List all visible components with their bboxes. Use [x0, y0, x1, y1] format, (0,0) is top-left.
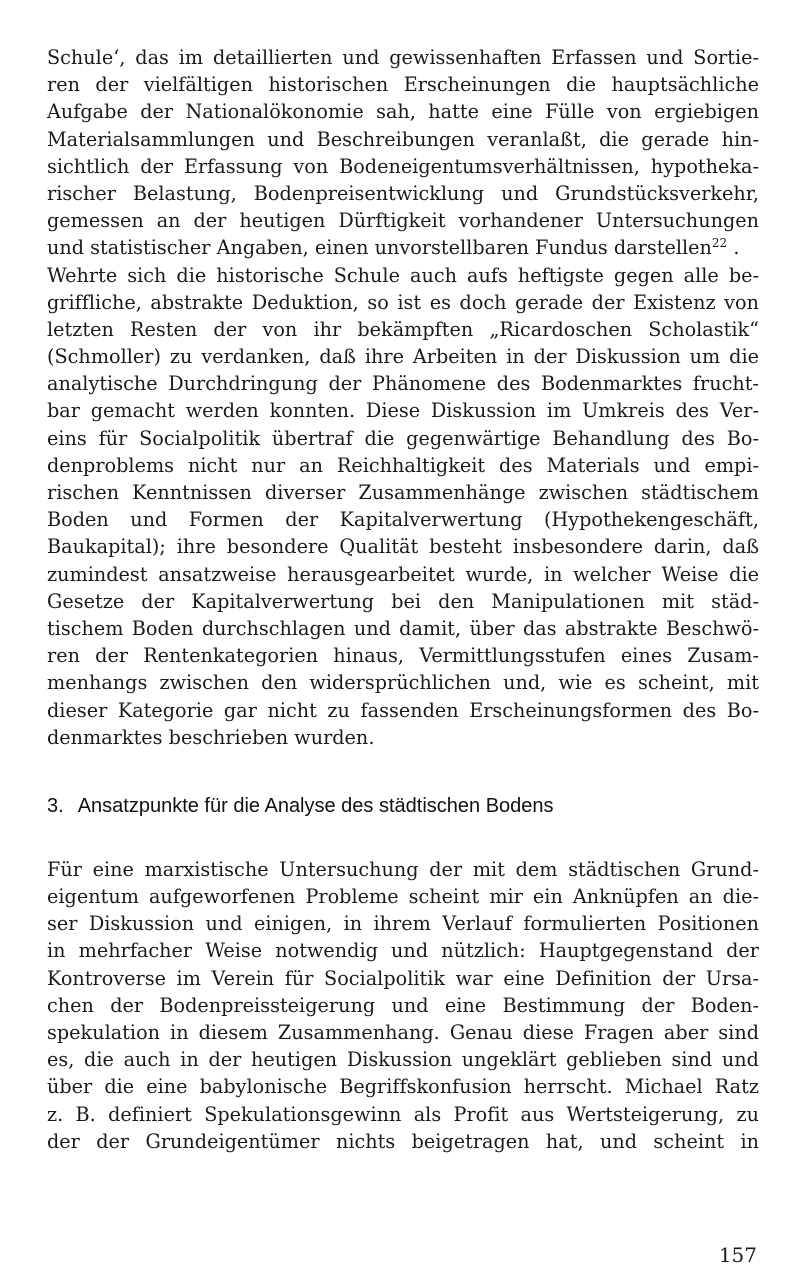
- text-line: Aufgabe der Nationalökonomie sah, hatte eine Fülle von ergiebigen: [47, 100, 759, 124]
- text-line: chen der Bodenpreissteigerung und eine Bestimmung der Boden-: [47, 993, 759, 1017]
- text-line: griffliche, abstrakte Deduktion, so ist es doch gerade der Existenz von: [47, 290, 759, 314]
- text-line: über die eine babylonische Begriffskonfusion herrscht. Michael Ratz: [47, 1075, 759, 1099]
- text-line: Baukapital); ihre besondere Qualität besteht insbesondere darin, daß: [47, 535, 759, 559]
- text-fragment: .: [727, 236, 740, 260]
- text-line: Für eine marxistische Untersuchung der mit dem städtischen Grund-: [47, 857, 759, 881]
- text-line: ser Diskussion und einigen, in ihrem Verlauf formulierten Positionen: [47, 912, 759, 936]
- text-line: rischen Kenntnissen diverser Zusammenhänge zwischen städtischem: [47, 481, 759, 504]
- text-line: Kontroverse im Verein für Socialpolitik war eine Definition der Ursa-: [47, 966, 759, 990]
- text-line: tischem Boden durchschlagen und damit, über das abstrakte Beschwö-: [47, 616, 759, 640]
- paragraph-1: [47, 44, 759, 751]
- text-line: Gesetze der Kapitalverwertung bei den Manipulationen mit städ-: [47, 589, 759, 613]
- text-line-with-footnote: [47, 234, 759, 261]
- text-line: bar gemacht werden konnten. Diese Diskussion im Umkreis des Ver-: [47, 399, 759, 423]
- text-line: analytische Durchdringung der Phänomene des Bodenmarktes frucht-: [47, 372, 759, 396]
- text-line: letzten Resten der von ihr bekämpften „Ricardoschen Scholastik“: [47, 317, 759, 341]
- section-title: Ansatzpunkte für die Analyse des städtischen Bodens: [77, 794, 554, 817]
- page-body: [47, 44, 759, 1155]
- text-line: Boden und Formen der Kapitalverwertung (Hypothekengeschäft,: [47, 508, 759, 532]
- text-line: z. B. definiert Spekulationsgewinn als Profit aus Wertsteigerung, zu: [47, 1102, 759, 1126]
- text-line: Materialsammlungen und Beschreibungen veranlaßt, die gerade hin-: [47, 127, 759, 151]
- paragraph-2: [47, 856, 759, 1155]
- footnote-reference: 22: [711, 236, 728, 251]
- text-line: spekulation in diesem Zusammenhang. Genau diese Fragen aber sind: [47, 1021, 759, 1044]
- text-line: Schule‘, das im detaillierten und gewissenhaften Erfassen und Sortie-: [47, 46, 759, 69]
- text-line: denmarktes beschrieben wurden.: [47, 725, 375, 749]
- text-line: (Schmoller) zu verdanken, daß ihre Arbeiten in der Diskussion um die: [47, 345, 759, 369]
- page-number: 157: [718, 1243, 757, 1267]
- text-line: dieser Kategorie gar nicht zu fassenden Erscheinungsformen des Bo-: [47, 698, 759, 722]
- text-line: eigentum aufgeworfenen Probleme scheint mir ein Anknüpfen an die-: [47, 885, 759, 909]
- text-line: es, die auch in der heutigen Diskussion ungeklärt geblieben sind und: [47, 1048, 759, 1072]
- text-fragment: und statistischer Angaben, einen unvorstellbaren Fundus darstellen: [47, 236, 712, 260]
- text-line: Wehrte sich die historische Schule auch aufs heftigste gegen alle be-: [47, 263, 759, 287]
- text-line: menhangs zwischen den widersprüchlichen und, wie es scheint, mit: [47, 671, 759, 695]
- text-line: der der Grundeigentümer nichts beigetragen hat, und scheint in: [47, 1129, 759, 1153]
- text-line: in mehrfacher Weise notwendig und nützlich: Hauptgegenstand der: [47, 939, 759, 963]
- text-line: eins für Socialpolitik übertraf die gegenwärtige Behandlung des Bo-: [47, 426, 759, 450]
- text-line: gemessen an der heutigen Dürftigkeit vorhandener Untersuchungen: [47, 209, 759, 233]
- text-line: rischer Belastung, Bodenpreisentwicklung und Grundstücksverkehr,: [47, 181, 759, 205]
- text-line: denproblems nicht nur an Reichhaltigkeit des Materials und empi-: [47, 453, 759, 477]
- section-heading: [47, 792, 759, 820]
- text-line: ren der Rentenkategorien hinaus, Vermittlungsstufen eines Zusam-: [47, 644, 759, 668]
- section-number: 3.: [47, 794, 64, 817]
- text-line: sichtlich der Erfassung von Bodeneigentumsverhältnissen, hypotheka-: [47, 154, 759, 178]
- text-line: ren der vielfältigen historischen Erscheinungen die hauptsächliche: [47, 73, 759, 97]
- text-line: zumindest ansatzweise herausgearbeitet wurde, in welcher Weise die: [47, 562, 759, 586]
